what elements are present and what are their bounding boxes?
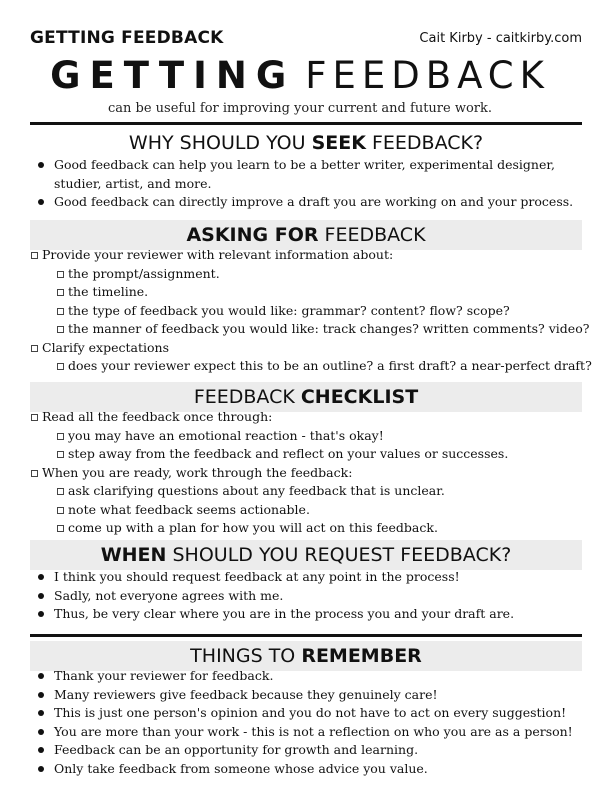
divider — [30, 122, 582, 125]
list-item: Thus, be very clear where you are in the process you and your draft are. — [30, 605, 582, 624]
header-title: GETTING FEEDBACK — [30, 28, 224, 48]
why-list — [30, 156, 582, 212]
list-item: Feedback can be an opportunity for growth and learning. — [30, 741, 582, 760]
list-item: Good feedback can help you learn to be a better writer, experimental designer, studier, artist, and more. — [30, 156, 582, 193]
list-item: Clarify expectations — [30, 339, 582, 358]
list-item: ask clarifying questions about any feedback that is unclear. — [30, 482, 582, 501]
title-normal-word: FEEDBACK — [305, 54, 550, 97]
checklist-list — [30, 408, 582, 538]
list-item: the prompt/assignment. — [30, 265, 582, 284]
list-item: step away from the feedback and reflect on your values or successes. — [30, 445, 582, 464]
heading-text: THINGS TO — [190, 645, 302, 667]
section-heading-when — [30, 540, 582, 570]
heading-text: FEEDBACK — [193, 386, 301, 408]
list-item: Read all the feedback once through: — [30, 408, 582, 427]
section-heading-why — [30, 128, 582, 158]
when-list — [30, 568, 582, 624]
remember-list — [30, 667, 582, 778]
heading-text: WHY SHOULD YOU — [128, 132, 312, 154]
asking-list — [30, 246, 592, 376]
list-item: the type of feedback you would like: grammar? content? flow? scope? — [30, 302, 582, 321]
list-item: You are more than your work - this is not a reflection on who you are as a person! — [30, 723, 582, 742]
list-item: I think you should request feedback at any point in the process! — [30, 568, 582, 587]
list-item: does your reviewer expect this to be an outline? a first draft? a near-perfect draft? — [30, 357, 582, 376]
list-item: the timeline. — [30, 283, 582, 302]
list-item: you may have an emotional reaction - that's okay! — [30, 427, 582, 446]
page-subtitle: can be useful for improving your current and future work. — [107, 101, 493, 116]
heading-bold-text: ASKING FOR — [186, 224, 319, 246]
heading-text: FEEDBACK? — [365, 132, 484, 154]
list-item: Provide your reviewer with relevant information about: — [30, 246, 582, 265]
heading-bold-text: SEEK — [311, 132, 366, 154]
list-item: the manner of feedback you would like: track changes? written comments? video? — [30, 320, 582, 339]
list-item: note what feedback seems actionable. — [30, 501, 582, 520]
heading-bold-text: REMEMBER — [301, 645, 422, 667]
list-item: Only take feedback from someone whose advice you value. — [30, 760, 582, 779]
heading-text: FEEDBACK — [318, 224, 426, 246]
heading-bold-text: WHEN — [100, 544, 167, 566]
page-title — [0, 55, 600, 97]
list-item: Many reviewers give feedback because they genuinely care! — [30, 686, 582, 705]
divider — [30, 634, 582, 637]
heading-bold-text: CHECKLIST — [300, 386, 419, 408]
author-credit: Cait Kirby - caitkirby.com — [419, 30, 582, 46]
list-item: come up with a plan for how you will act on this feedback. — [30, 519, 582, 538]
list-item: Good feedback can directly improve a draft you are working on and your process. — [30, 193, 582, 212]
title-bold-word: GETTING — [50, 54, 296, 97]
heading-text: SHOULD YOU REQUEST FEEDBACK? — [166, 544, 512, 566]
page-header — [30, 24, 582, 52]
list-item: Sadly, not everyone agrees with me. — [30, 587, 582, 606]
list-item: Thank your reviewer for feedback. — [30, 667, 582, 686]
list-item: This is just one person's opinion and you do not have to act on every suggestion! — [30, 704, 582, 723]
list-item: When you are ready, work through the feedback: — [30, 464, 582, 483]
